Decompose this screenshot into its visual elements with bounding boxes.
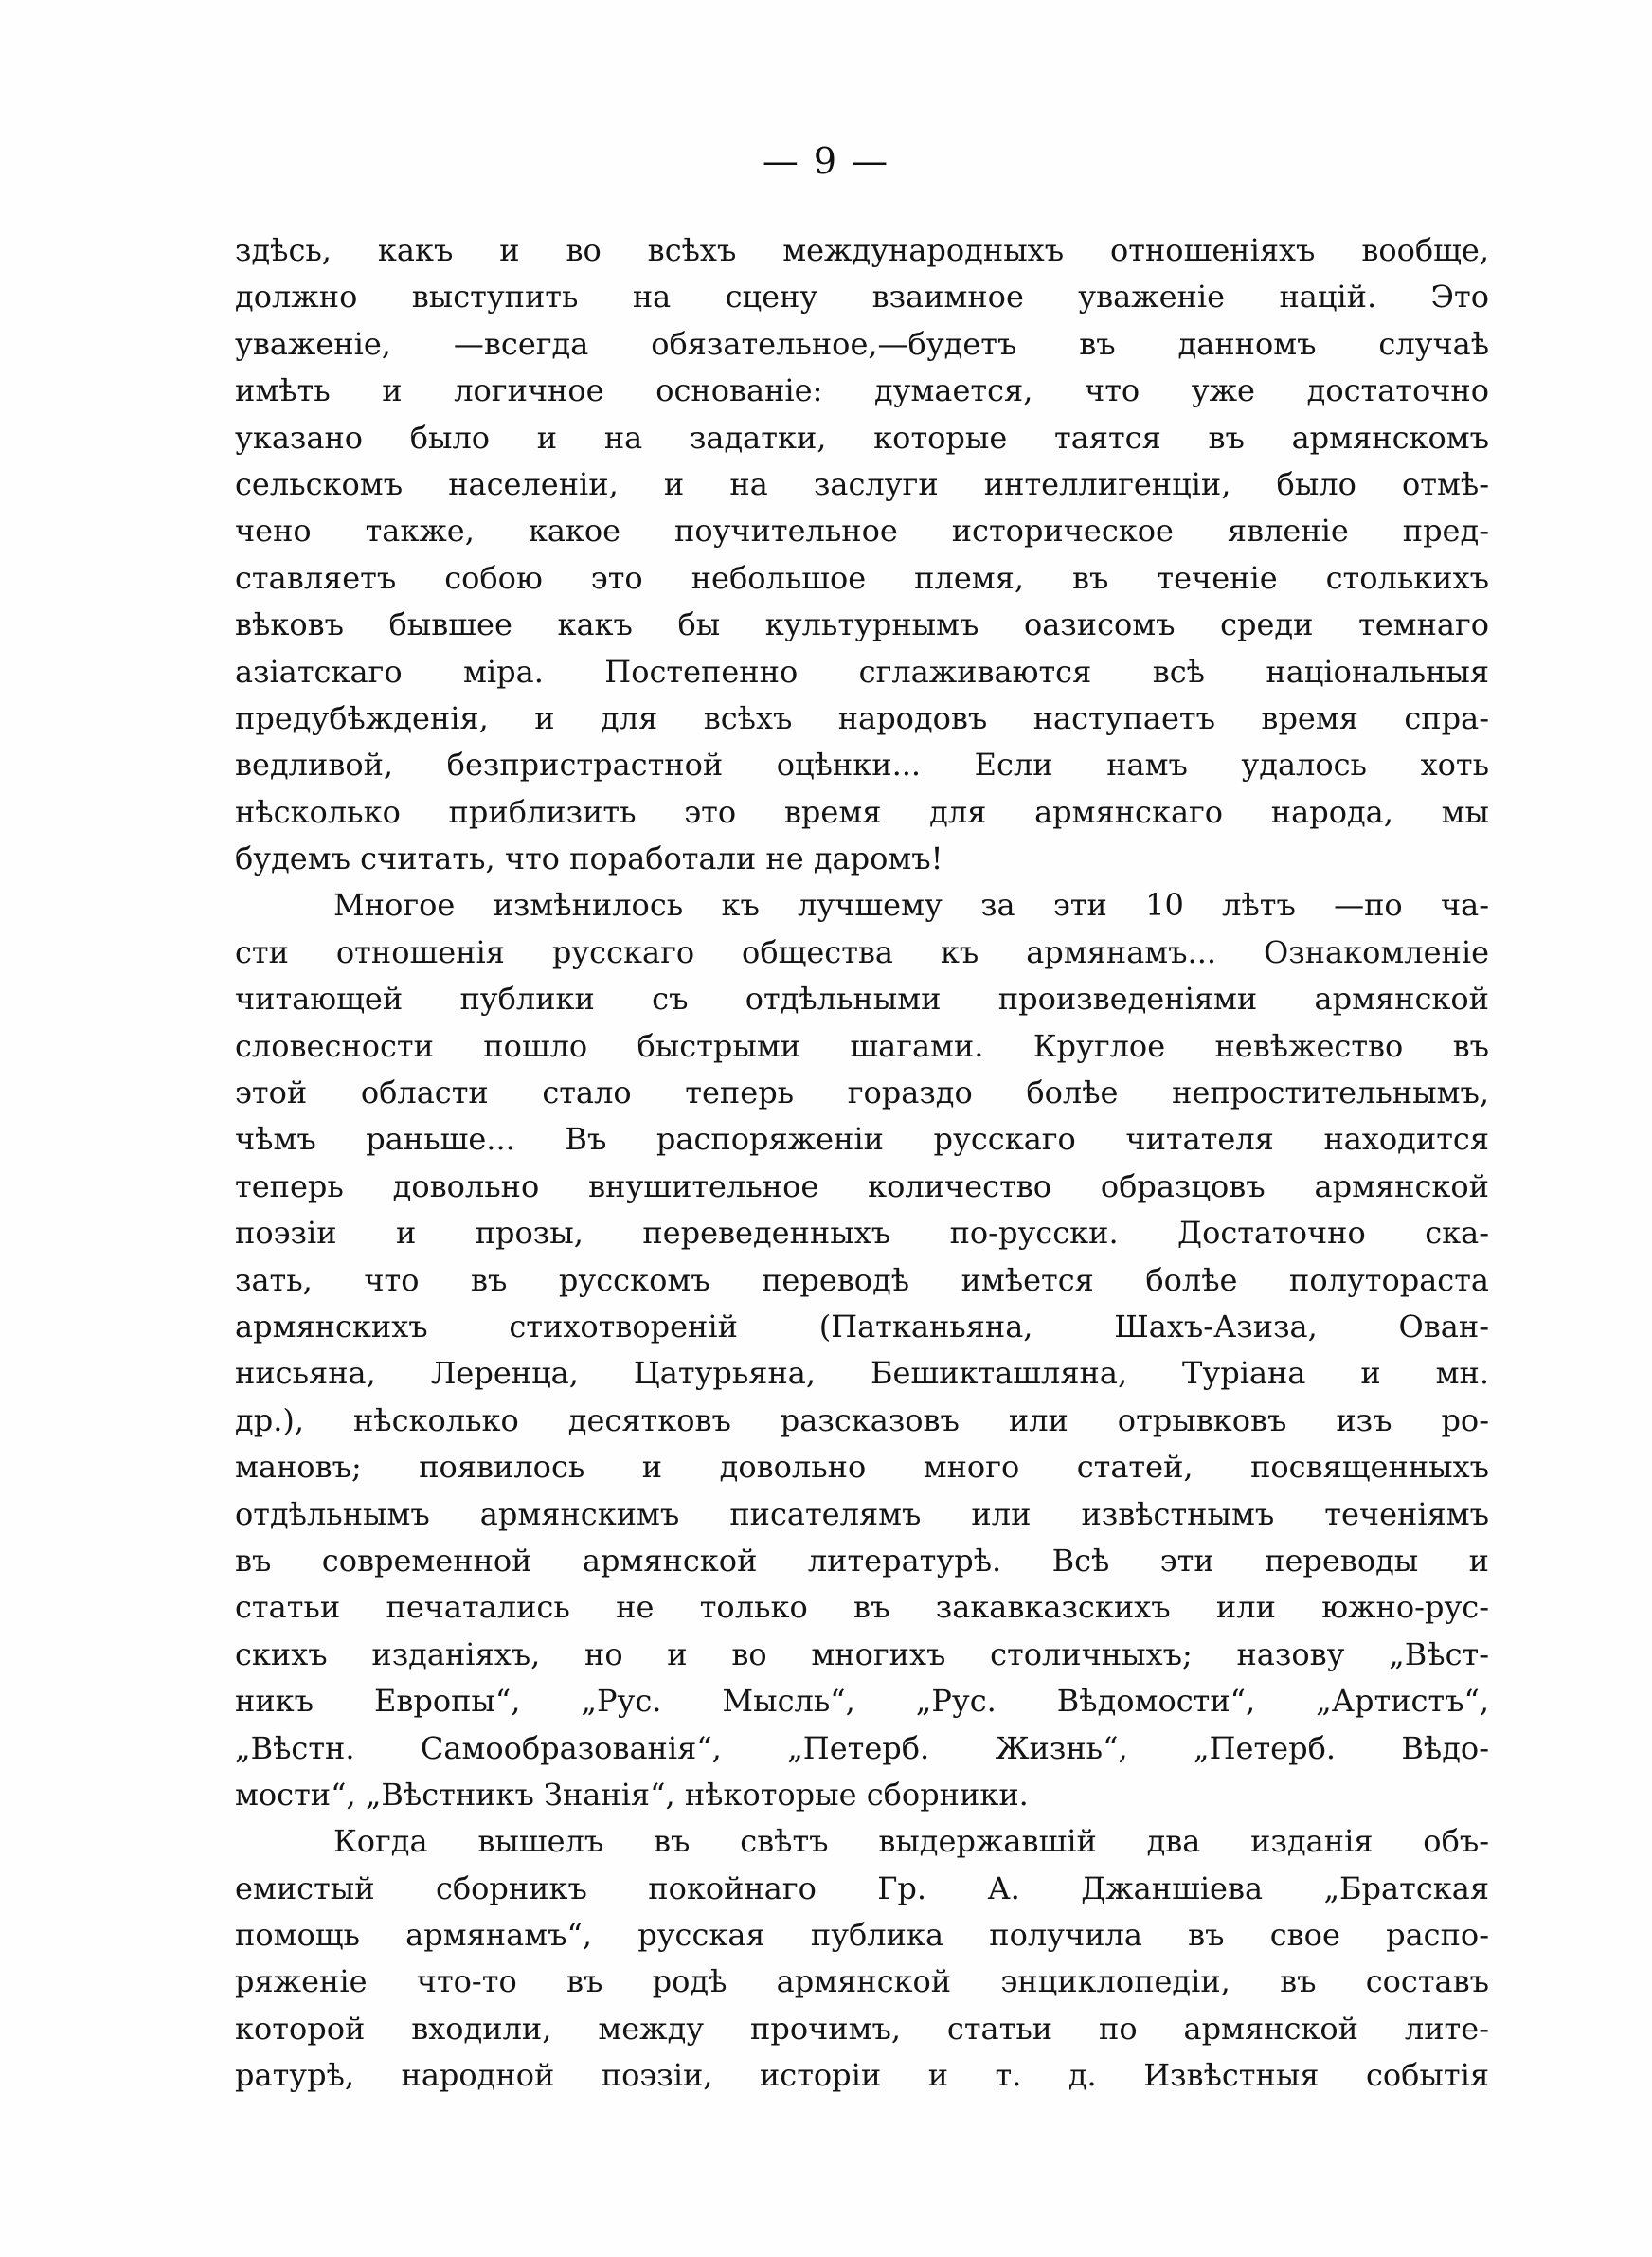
text-line: этой области стало теперь гораздо болѣе непростительнымъ, (235, 1074, 1489, 1111)
text-line: ставляетъ собою это небольшое племя, въ теченіе столькихъ (235, 559, 1489, 596)
text-line: здѣсь, какъ и во всѣхъ международныхъ отношеніяхъ вообще, (235, 232, 1489, 268)
text-line: словесности пошло быстрыми шагами. Круглое невѣжество въ (235, 1027, 1489, 1064)
paragraph-start-line: Когда вышелъ въ свѣтъ выдержавшій два изданія объ- (333, 1823, 1489, 1860)
text-line: которой входили, между прочимъ, статьи по армянской лите- (235, 2010, 1489, 2047)
text-line: др.), нѣсколько десятковъ разсказовъ или отрывковъ изъ ро- (235, 1401, 1489, 1438)
page-number: — 9 — (762, 140, 890, 182)
text-line: сельскомъ населеніи, и на заслуги интеллигенціи, было отмѣ- (235, 465, 1489, 502)
text-line: скихъ изданіяхъ, но и во многихъ столичныхъ; назову „Вѣст- (235, 1635, 1489, 1672)
body-text (235, 227, 1489, 2100)
text-line: емистый сборникъ покойнаго Гр. А. Джаншіева „Братская (235, 1869, 1489, 1906)
text-line: должно выступить на сцену взаимное уваженіе націй. Это (235, 279, 1489, 316)
text-line: мановъ; появилось и довольно много статей, посвященныхъ (235, 1449, 1489, 1486)
text-line: сти отношенія русскаго общества къ армянамъ... Ознакомленіе (235, 933, 1489, 970)
text-line: уваженіе, —всегда обязательное,—будетъ въ данномъ случаѣ (235, 325, 1489, 362)
paragraph-end-line: будемъ считать, что поработали не даромъ! (235, 840, 943, 877)
text-line: помощь армянамъ“, русская публика получила въ свое распо- (235, 1917, 1489, 1954)
text-line: отдѣльнымъ армянскимъ писателямъ или извѣстнымъ теченіямъ (235, 1495, 1489, 1532)
text-line: чѣмъ раньше... Въ распоряженіи русскаго читателя находится (235, 1121, 1489, 1158)
text-line: статьи печатались не только въ закавказскихъ или южно-рус- (235, 1589, 1489, 1626)
text-line: армянскихъ стихотвореній (Патканьяна, Шахъ-Азиза, Ован- (235, 1308, 1489, 1345)
paragraph-start-line: Многое измѣнилось къ лучшему за эти 10 лѣтъ —по ча- (333, 887, 1489, 924)
text-line: ряженіе что-то въ родѣ армянской энциклопедіи, въ составъ (235, 1963, 1489, 2000)
text-line: зать, что въ русскомъ переводѣ имѣется болѣе полутораста (235, 1261, 1489, 1298)
text-line: никъ Европы“, „Рус. Мысль“, „Рус. Вѣдомости“, „Артистъ“, (235, 1683, 1489, 1720)
text-line: вѣковъ бывшее какъ бы культурнымъ оазисомъ среди темнаго (235, 606, 1489, 643)
text-line: читающей публики съ отдѣльными произведеніями армянской (235, 981, 1489, 1018)
text-line: „Вѣстн. Самообразованія“, „Петерб. Жизнь“, „Петерб. Вѣдо- (235, 1729, 1489, 1766)
text-line: теперь довольно внушительное количество образцовъ армянской (235, 1167, 1489, 1204)
text-line: имѣть и логичное основаніе: думается, что уже достаточно (235, 372, 1489, 409)
text-line: ратурѣ, народной поэзіи, исторіи и т. д. Извѣстныя событія (235, 2057, 1489, 2094)
text-line: въ современной армянской литературѣ. Всѣ эти переводы и (235, 1542, 1489, 1579)
text-line: указано было и на задатки, которые таятся въ армянскомъ (235, 419, 1489, 456)
text-line: поэзіи и прозы, переведенныхъ по-русски. Достаточно ска- (235, 1215, 1489, 1252)
text-line: чено также, какое поучительное историческое явленіе пред- (235, 513, 1489, 550)
text-line: нѣсколько приблизить это время для армянскаго народа, мы (235, 793, 1489, 830)
text-line: предубѣжденія, и для всѣхъ народовъ наступаетъ время спра- (235, 699, 1489, 736)
text-line: азіатскаго міра. Постепенно сглаживаются всѣ національныя (235, 653, 1489, 690)
paragraph-end-line: мости“, „Вѣстникъ Знанія“, нѣкоторые сборники. (235, 1776, 1029, 1813)
text-line: ведливой, безпристрастной оцѣнки... Если намъ удалось хоть (235, 747, 1489, 784)
text-line: нисьяна, Леренца, Цатурьяна, Бешикташляна, Туріана и мн. (235, 1355, 1489, 1392)
